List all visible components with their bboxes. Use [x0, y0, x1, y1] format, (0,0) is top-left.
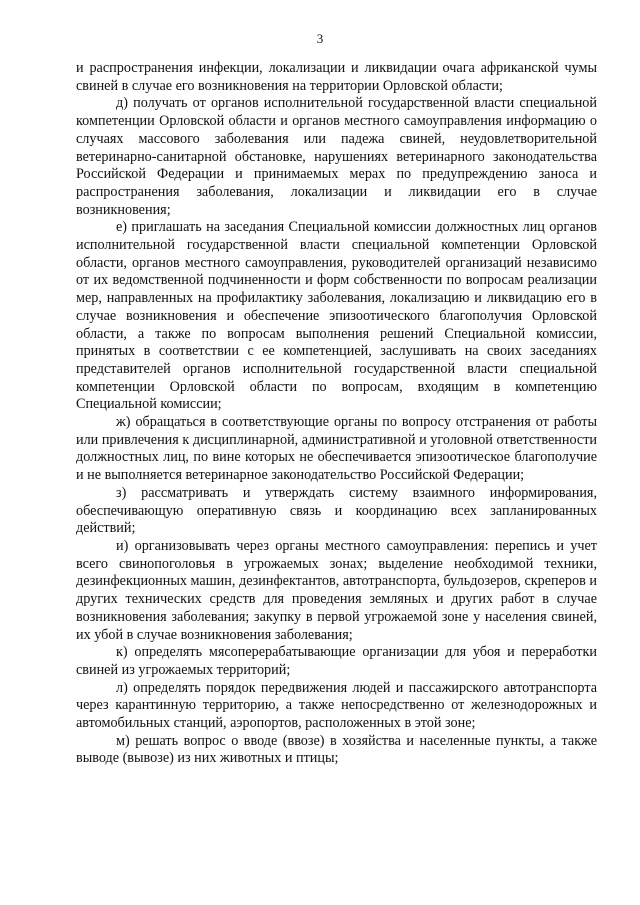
paragraph-zh: ж) обращаться в соответствующие органы по вопросу отстранения от работы или привлечения к дисциплинарной, административной и уголовной ответственности должностных лиц, по вине которых не обеспечивается эпизоотическое благополучие и не выполняется ветеринарное законодательство Российской Федерации;: [76, 414, 597, 484]
paragraph-e: е) приглашать на заседания Специальной комиссии должностных лиц органов исполнительной государственной власти специальной компетенции Орловской области, органов местного самоуправления, руководителей организаций независимо от их ведомственной подчиненности и форм собственности по вопросам реализации мер, направленных на профилактику заболевания, локализацию и ликвидацию его в случае возникновения и обеспечение эпизоотического благополучия Орловской области, а также по вопросам выполнения решений Специальной комиссии, принятых в соответствии с ее компетенцией, заслушивать на своих заседаниях представителей органов исполнительной государственной власти специальной компетенции Орловской области по вопросам, входящим в компетенцию Специальной комиссии;: [76, 219, 597, 413]
paragraph-continuation: и распространения инфекции, локализации и ликвидации очага африканской чумы свиней в случае его возникновения на территории Орловской области;: [76, 60, 597, 94]
paragraph-i: и) организовывать через органы местного самоуправления: перепись и учет всего свинопоголовья в угрожаемых зонах; выделение необходимой техники, дезинфекционных машин, дезинфектантов, автотранспорта, бульдозеров, скреперов и других технических средств для проведения земляных и других работ в случае возникновения заболевания; закупку в первой угрожаемой зоне у населения свиней, их убой в случае возникновения заболевания;: [76, 537, 597, 643]
paragraph-k: к) определять мясоперерабатывающие организации для убоя и переработки свиней из угрожаемых территорий;: [76, 644, 597, 678]
paragraph-m: м) решать вопрос о вводе (ввозе) в хозяйства и населенные пункты, а также выводе (вывозе) из них животных и птицы;: [76, 732, 597, 767]
page-number: 3: [316, 31, 324, 46]
document-body: [76, 60, 597, 768]
paragraph-z: з) рассматривать и утверждать систему взаимного информирования, обеспечивающую оперативную связь и координацию всех запланированных действий;: [76, 484, 597, 537]
paragraph-l: л) определять порядок передвижения людей и пассажирского автотранспорта через карантинную территорию, а также непосредственно от железнодорожных и автомобильных станций, аэропортов, расположенных в этой зоне;: [76, 679, 597, 732]
paragraph-d: д) получать от органов исполнительной государственной власти специальной компетенции Орловской области и органов местного самоуправления информацию о случаях массового заболевания или падежа свиней, неудовлетворительной ветеринарно-санитарной обстановке, нарушениях ветеринарного законодательства Российской Федерации и принимаемых мерах по предупреждению заноса и распространения заболевания, локализации и ликвидации его в случае возникновения;: [76, 95, 597, 218]
